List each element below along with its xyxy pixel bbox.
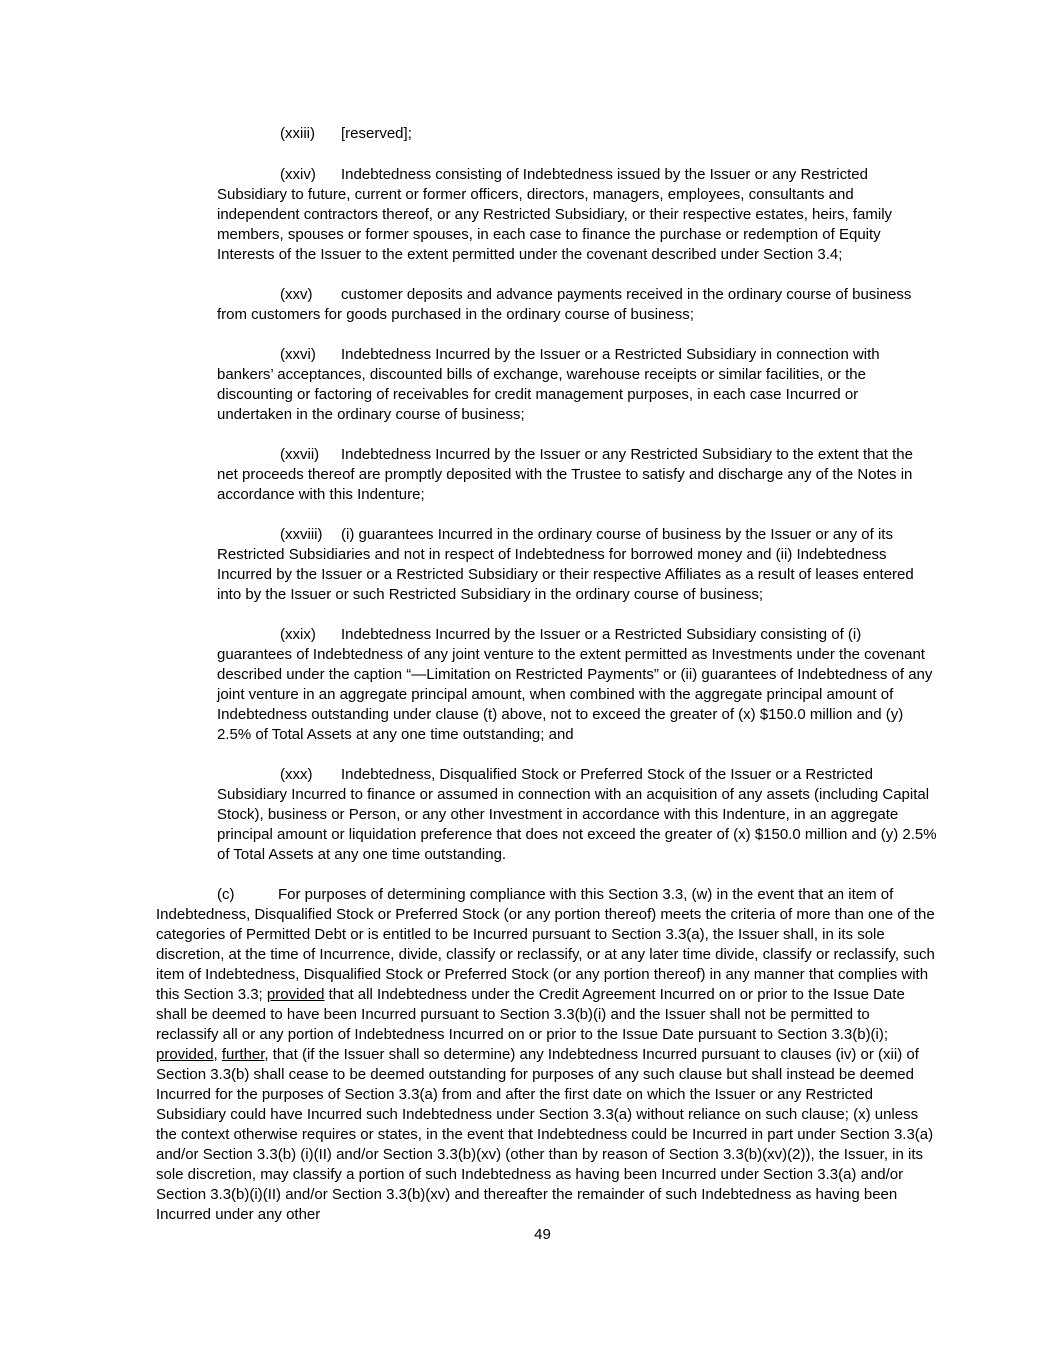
clause-text: Indebtedness consisting of Indebtedness issued by the Issuer or any Restricted Subsidiary to future, current or former officers, directors, managers, employees, consultants and independent contractors thereof, or any Restricted Subsidiary, or their respective estates, heirs, family members, spouses or former spouses, in each case to finance the purchase or redemption of Equity Interests of the Issuer to the extent permitted under the covenant described under Section 3.4; [217, 166, 893, 263]
clause-number: (xxvi) [280, 346, 316, 363]
clause-number: (xxviii) [280, 526, 323, 543]
provided-term-2: provided [156, 1046, 214, 1063]
clause-text: Indebtedness Incurred by the Issuer or a Restricted Subsidiary in connection with bankers’ acceptances, discounted bills of exchange, warehouse receipts or similar facilities, or the discounting or factoring of receivables for credit management purposes, in each case Incurred or undertaken in the ordinary course of business; [217, 346, 880, 423]
section-text-part3: , that (if the Issuer shall so determine) any Indebtedness Incurred pursuant to clauses (iv) or (xii) of Section 3.3(b) shall cease to be deemed outstanding for purposes of any such clause but shall instead be deemed Incurred for the purposes of Section 3.3(a) from and after the first date on which the Issuer or any Restricted Subsidiary could have Incurred such Indebtedness under Section 3.3(a) without reliance on such clause; (x) unless the context otherwise requires or states, in the event that Indebtedness could be Incurred in part under Section 3.3(a) and/or Section 3.3(b) (i)(II) and/or Section 3.3(b)(xv) (other than by reason of Section 3.3(b)(xv)(2)), the Issuer, in its sole discretion, may classify a portion of such Indebtedness as having been Incurred under Section 3.3(a) and/or Section 3.3(b)(i)(II) and/or Section 3.3(b)(xv) and thereafter the remainder of such Indebtedness as having been Incurred under any other [156, 1046, 934, 1223]
clause-xxvi [217, 345, 937, 425]
clause-xxv [217, 285, 937, 325]
clause-number: (xxix) [280, 626, 316, 643]
clause-xxviii [217, 525, 937, 605]
clause-xxiii [217, 124, 1000, 144]
clause-text: Indebtedness Incurred by the Issuer or any Restricted Subsidiary to the extent that the net proceeds thereof are promptly deposited with the Trustee to satisfy and discharge any of the Notes in accordance with this Indenture; [217, 446, 913, 503]
clause-number: (xxiv) [280, 166, 316, 183]
page-number: 49 [534, 1226, 551, 1243]
comma: , [213, 1046, 222, 1063]
clause-xxvii [217, 445, 937, 505]
clause-number: (xxv) [280, 286, 313, 303]
further-term: further [221, 1046, 265, 1063]
clause-text: Indebtedness Incurred by the Issuer or a Restricted Subsidiary consisting of (i) guarantees of Indebtedness of any joint venture to the extent permitted as Investments under the covenant described under the caption “—Limitation on Restricted Payments” or (ii) guarantees of Indebtedness of any joint venture in an aggregate principal amount, when combined with the aggregate principal amount of Indebtedness outstanding under clause (t) above, not to exceed the greater of (x) $150.0 million and (y) 2.5% of Total Assets at any one time outstanding; and [217, 626, 933, 743]
provided-term: provided [266, 986, 325, 1003]
section-number: (c) [217, 886, 235, 903]
clause-text: Indebtedness, Disqualified Stock or Preferred Stock of the Issuer or a Restricted Subsidiary Incurred to finance or assumed in connection with an acquisition of any assets (including Capital Stock), business or Person, or any other Investment in accordance with this Indenture, in an aggregate principal amount or liquidation preference that does not exceed the greater of (x) $150.0 million and (y) 2.5% of Total Assets at any one time outstanding. [217, 766, 937, 863]
section-c-paragraph [156, 885, 936, 1225]
clause-text: [reserved]; [341, 125, 412, 142]
section-text-part1: For purposes of determining compliance with this Section 3.3, (w) in the event that an item of Indebtedness, Disqualified Stock or Preferred Stock (or any portion thereof) meets the criteria of more than one of the categories of Permitted Debt or is entitled to be Incurred pursuant to Section 3.3(a), the Issuer shall, in its sole discretion, at the time of Incurrence, divide, classify or reclassify, or at any later time divide, classify or reclassify, such item of Indebtedness, Disqualified Stock or Preferred Stock (or any portion thereof) in any manner that complies with this Section 3.3; [156, 886, 935, 1003]
clause-number: (xxiii) [280, 125, 315, 142]
clause-xxix [217, 625, 937, 745]
clause-xxiv [217, 165, 937, 265]
clause-text: customer deposits and advance payments received in the ordinary course of business from customers for goods purchased in the ordinary course of business; [217, 286, 912, 323]
section-text-part2: that all Indebtedness under the Credit Agreement Incurred on or prior to the Issue Date shall be deemed to have been Incurred pursuant to Section 3.3(b)(i) and the Issuer shall not be permitted to reclassify all or any portion of Indebtedness Incurred on or prior to the Issue Date pursuant to Section 3.3(b)(i); [156, 986, 905, 1043]
clause-text: (i) guarantees Incurred in the ordinary course of business by the Issuer or any of its Restricted Subsidiaries and not in respect of Indebtedness for borrowed money and (ii) Indebtedness Incurred by the Issuer or a Restricted Subsidiary or their respective Affiliates as a result of leases entered into by the Issuer or such Restricted Subsidiary in the ordinary course of business; [217, 526, 914, 603]
clause-number: (xxvii) [280, 446, 320, 463]
clause-xxx [217, 765, 937, 865]
clause-number: (xxx) [280, 766, 313, 783]
